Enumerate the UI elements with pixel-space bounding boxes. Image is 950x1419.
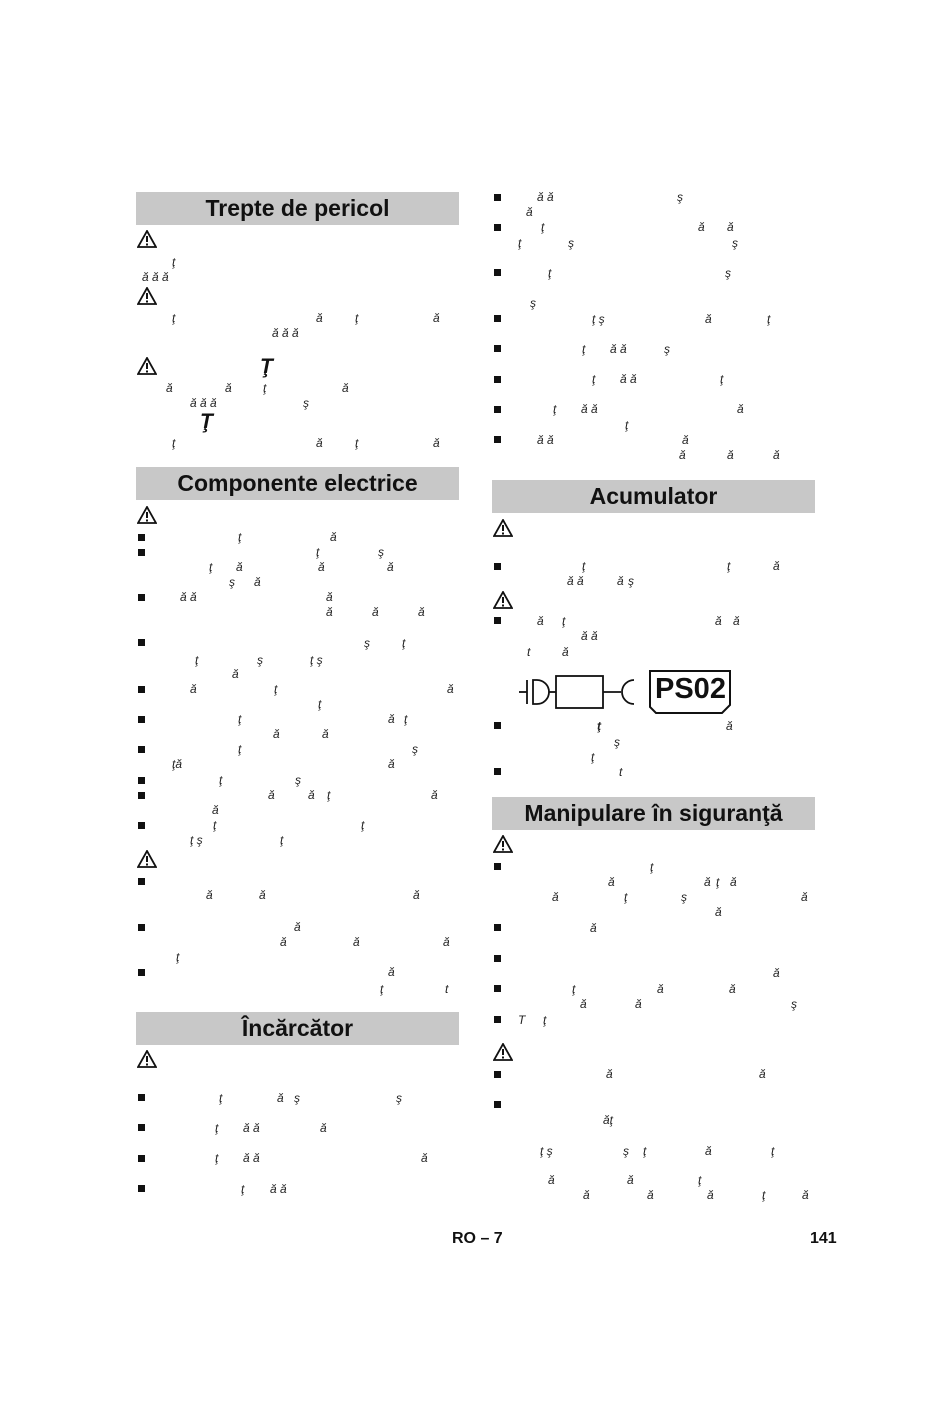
text-fragment: ţ [209, 560, 213, 574]
list-bullet [138, 594, 145, 601]
text-fragment: ă ă [243, 1121, 260, 1135]
text-fragment: ţ [318, 697, 322, 711]
text-fragment: ţ [582, 559, 586, 573]
text-fragment: T [518, 1013, 526, 1027]
list-bullet [138, 777, 145, 784]
text-fragment: ţ [592, 372, 596, 386]
text-fragment: ă ă [567, 574, 584, 588]
text-fragment: ă [682, 433, 689, 447]
text-fragment: ă [433, 311, 440, 325]
text-fragment: ă [727, 220, 734, 234]
text-fragment: ţ [624, 890, 628, 904]
text-fragment: ă ă [610, 342, 627, 356]
text-fragment: ţ [215, 1121, 219, 1135]
text-fragment: ş [229, 575, 235, 589]
text-fragment: ă ă [180, 590, 197, 604]
text-fragment: ă [608, 875, 615, 889]
text-fragment: ă [679, 448, 686, 462]
text-fragment: ş [295, 773, 301, 787]
list-bullet [494, 955, 501, 962]
text-fragment: ţ [518, 236, 522, 250]
text-fragment: ă [280, 935, 287, 949]
text-fragment: ţ [219, 773, 223, 787]
text-fragment: ă [388, 965, 395, 979]
text-fragment: ă [259, 888, 266, 902]
text-fragment: ţ [355, 436, 359, 450]
list-bullet [494, 617, 501, 624]
text-fragment: ţ [172, 255, 176, 269]
text-fragment: ţ [355, 311, 359, 325]
text-fragment: ă [726, 719, 733, 733]
text-fragment: ţ ş [592, 312, 605, 326]
text-fragment: ă [294, 920, 301, 934]
list-bullet [494, 985, 501, 992]
text-fragment: ă [316, 436, 323, 450]
text-fragment: ă [418, 605, 425, 619]
list-bullet [138, 792, 145, 799]
list-bullet [138, 1094, 145, 1101]
text-fragment: ă [236, 560, 243, 574]
text-fragment: ă [759, 1067, 766, 1081]
text-fragment: ţ [316, 545, 320, 559]
list-bullet [138, 686, 145, 693]
list-bullet [494, 345, 501, 352]
text-fragment: ă [320, 1121, 327, 1135]
text-fragment: ţ [238, 712, 242, 726]
warning-icon [137, 230, 157, 248]
list-bullet [494, 194, 501, 201]
text-fragment: ţ [597, 719, 601, 733]
text-fragment: ş [614, 735, 620, 749]
warning-icon [137, 850, 157, 868]
text-fragment: ă [730, 875, 737, 889]
text-fragment: ţ ş [540, 1144, 553, 1158]
text-fragment: ă ă [243, 1151, 260, 1165]
warning-icon [137, 357, 157, 375]
warning-icon [493, 835, 513, 853]
text-fragment: ţ [238, 742, 242, 756]
text-fragment: ş [725, 266, 731, 280]
text-fragment: ă [322, 727, 329, 741]
text-fragment: ă [326, 605, 333, 619]
text-fragment: ă [705, 312, 712, 326]
text-fragment: ă [548, 1173, 555, 1187]
section-header-acumulator: Acumulator [492, 480, 815, 513]
text-fragment: ţ [176, 950, 180, 964]
text-fragment: ă [388, 712, 395, 726]
text-fragment: ă [353, 935, 360, 949]
text-fragment: ţ [767, 312, 771, 326]
text-fragment: ţ [650, 860, 654, 874]
text-fragment: ă [733, 614, 740, 628]
text-fragment: ă [431, 788, 438, 802]
text-fragment: ţ [727, 559, 731, 573]
text-fragment: ă [254, 575, 261, 589]
text-fragment: ţ [720, 372, 724, 386]
text-fragment: ţă [172, 757, 183, 771]
text-fragment: ă [330, 530, 337, 544]
text-fragment: ăţ [603, 1113, 614, 1127]
text-fragment: ă [704, 875, 711, 889]
text-fragment: ă [277, 1091, 284, 1105]
text-fragment: ţ [215, 1151, 219, 1165]
text-fragment: ţ [380, 982, 384, 996]
text-fragment: ă [387, 560, 394, 574]
text-fragment: ă [225, 381, 232, 395]
list-bullet [494, 863, 501, 870]
text-fragment: ţ [591, 750, 595, 764]
text-fragment: ş [664, 342, 670, 356]
text-fragment: ş [364, 636, 370, 650]
list-bullet [494, 768, 501, 775]
text-fragment: ă [413, 888, 420, 902]
text-fragment: ă [326, 590, 333, 604]
text-fragment: ă [537, 614, 544, 628]
page-label: RO – 7 [452, 1230, 503, 1247]
text-fragment: ş [681, 890, 687, 904]
list-bullet [138, 639, 145, 646]
text-fragment: ă [647, 1188, 654, 1202]
text-fragment: ă [232, 667, 239, 681]
text-fragment: ţ [771, 1144, 775, 1158]
text-fragment: ţ [172, 436, 176, 450]
list-bullet [494, 1071, 501, 1078]
warning-icon [493, 1043, 513, 1061]
text-fragment: ă [707, 1188, 714, 1202]
text-fragment: ţ ş [310, 653, 323, 667]
text-fragment: ţ [643, 1144, 647, 1158]
text-fragment: ă [606, 1067, 613, 1081]
text-fragment: ă [580, 997, 587, 1011]
list-bullet [138, 1124, 145, 1131]
text-fragment: ă ă [620, 372, 637, 386]
text-fragment: ş [378, 545, 384, 559]
list-bullet [494, 563, 501, 570]
text-fragment: ţ [541, 220, 545, 234]
text-fragment: ă [590, 921, 597, 935]
text-fragment: ţ [219, 1091, 223, 1105]
list-bullet [494, 376, 501, 383]
section-header-manipulare-in-siguranta: Manipulare în siguranţă [492, 797, 815, 830]
text-fragment-large: Ţ [200, 410, 213, 433]
text-fragment: ş [412, 742, 418, 756]
text-fragment: ş [677, 190, 683, 204]
text-fragment: ă [190, 682, 197, 696]
text-fragment: ţ [548, 266, 552, 280]
list-bullet [494, 269, 501, 276]
text-fragment: ă [316, 311, 323, 325]
text-fragment: ş [628, 574, 634, 588]
warning-icon [137, 1050, 157, 1068]
text-fragment: ă [166, 381, 173, 395]
text-fragment: ă [705, 1144, 712, 1158]
text-fragment: ţ [327, 788, 331, 802]
text-fragment: ă [727, 448, 734, 462]
text-fragment: ă [447, 682, 454, 696]
text-fragment: ă [318, 560, 325, 574]
text-fragment: ă [635, 997, 642, 1011]
list-bullet [138, 969, 145, 976]
text-fragment: ţ [241, 1182, 245, 1196]
list-bullet [138, 924, 145, 931]
text-fragment: ă [342, 381, 349, 395]
text-fragment: ş [732, 236, 738, 250]
text-fragment: ţ [280, 833, 284, 847]
text-fragment: ţ [213, 818, 217, 832]
text-fragment: ş [294, 1091, 300, 1105]
text-fragment: ă [617, 574, 624, 588]
text-fragment: ă [801, 890, 808, 904]
text-fragment: ş [396, 1091, 402, 1105]
text-fragment: ă [773, 559, 780, 573]
list-bullet [494, 722, 501, 729]
text-fragment: ş [530, 296, 536, 310]
text-fragment: ţ [716, 875, 720, 889]
section-header-incarcator: Încărcător [136, 1012, 459, 1045]
text-fragment: ă ă ă [142, 270, 169, 284]
text-fragment: ţ [361, 818, 365, 832]
text-fragment: t [445, 982, 449, 996]
text-fragment: ă ă [581, 402, 598, 416]
warning-icon [493, 591, 513, 609]
list-bullet [494, 924, 501, 931]
text-fragment: t [527, 645, 531, 659]
text-fragment: ă [737, 402, 744, 416]
text-fragment: ă [372, 605, 379, 619]
text-fragment: ă ă [581, 629, 598, 643]
text-fragment: ă [308, 788, 315, 802]
text-fragment: ţ [274, 682, 278, 696]
list-bullet [138, 746, 145, 753]
text-fragment: ă [729, 982, 736, 996]
ps-code-label: PS02 [655, 673, 726, 705]
text-fragment: ţ ş [190, 833, 203, 847]
text-fragment: ă [526, 205, 533, 219]
text-fragment: ă [562, 645, 569, 659]
text-fragment: ă [552, 890, 559, 904]
text-fragment: ţ [402, 636, 406, 650]
list-bullet [494, 406, 501, 413]
text-fragment: ţ [195, 653, 199, 667]
text-fragment: ţ [238, 530, 242, 544]
text-fragment: ă [433, 436, 440, 450]
list-bullet [138, 534, 145, 541]
text-fragment: ţ [553, 402, 557, 416]
text-fragment: ţ [582, 342, 586, 356]
text-fragment: ţ [543, 1013, 547, 1027]
text-fragment: ţ [404, 712, 408, 726]
page-number: 141 [810, 1230, 837, 1247]
list-bullet [494, 315, 501, 322]
text-fragment: ţ [625, 418, 629, 432]
text-fragment: ş [791, 997, 797, 1011]
text-fragment: ă [583, 1188, 590, 1202]
text-fragment: ă [715, 905, 722, 919]
list-bullet [138, 549, 145, 556]
text-fragment: ă [657, 982, 664, 996]
text-fragment: ţ [572, 982, 576, 996]
text-fragment: ş [257, 653, 263, 667]
text-fragment: ă ă [537, 433, 554, 447]
section-header-componente-electrice: Componente electrice [136, 467, 459, 500]
list-bullet [494, 224, 501, 231]
text-fragment: ă [715, 614, 722, 628]
text-fragment: ă [206, 888, 213, 902]
text-fragment: ţ [172, 311, 176, 325]
list-bullet [138, 878, 145, 885]
text-fragment: ă [773, 448, 780, 462]
warning-icon [493, 519, 513, 537]
text-fragment-large: Ţ [260, 355, 273, 378]
section-header-trepte-de-pericol: Trepte de pericol [136, 192, 459, 225]
text-fragment: ă [268, 788, 275, 802]
text-fragment: ş [623, 1144, 629, 1158]
list-bullet [494, 1101, 501, 1108]
list-bullet [138, 716, 145, 723]
list-bullet [138, 1155, 145, 1162]
text-fragment: ş [568, 236, 574, 250]
text-fragment: ţ [698, 1173, 702, 1187]
text-fragment: ă [773, 966, 780, 980]
text-fragment: ţ [762, 1188, 766, 1202]
text-fragment: ă [212, 803, 219, 817]
text-fragment: ş [303, 396, 309, 410]
warning-icon [137, 287, 157, 305]
list-bullet [138, 822, 145, 829]
text-fragment: ă ă ă [190, 396, 217, 410]
warning-icon [137, 506, 157, 524]
text-fragment: ă [421, 1151, 428, 1165]
text-fragment: t [619, 765, 623, 779]
text-fragment: ă [627, 1173, 634, 1187]
list-bullet [138, 1185, 145, 1192]
text-fragment: ă [802, 1188, 809, 1202]
list-bullet [494, 1016, 501, 1023]
text-fragment: ă ă [537, 190, 554, 204]
text-fragment: ă [273, 727, 280, 741]
list-bullet [494, 436, 501, 443]
text-fragment: ă [388, 757, 395, 771]
text-fragment: ă ă [270, 1182, 287, 1196]
text-fragment: ă [443, 935, 450, 949]
text-fragment: ţ [562, 614, 566, 628]
text-fragment: ă ă ă [272, 326, 299, 340]
text-fragment: ţ [263, 381, 267, 395]
text-fragment: ă [698, 220, 705, 234]
